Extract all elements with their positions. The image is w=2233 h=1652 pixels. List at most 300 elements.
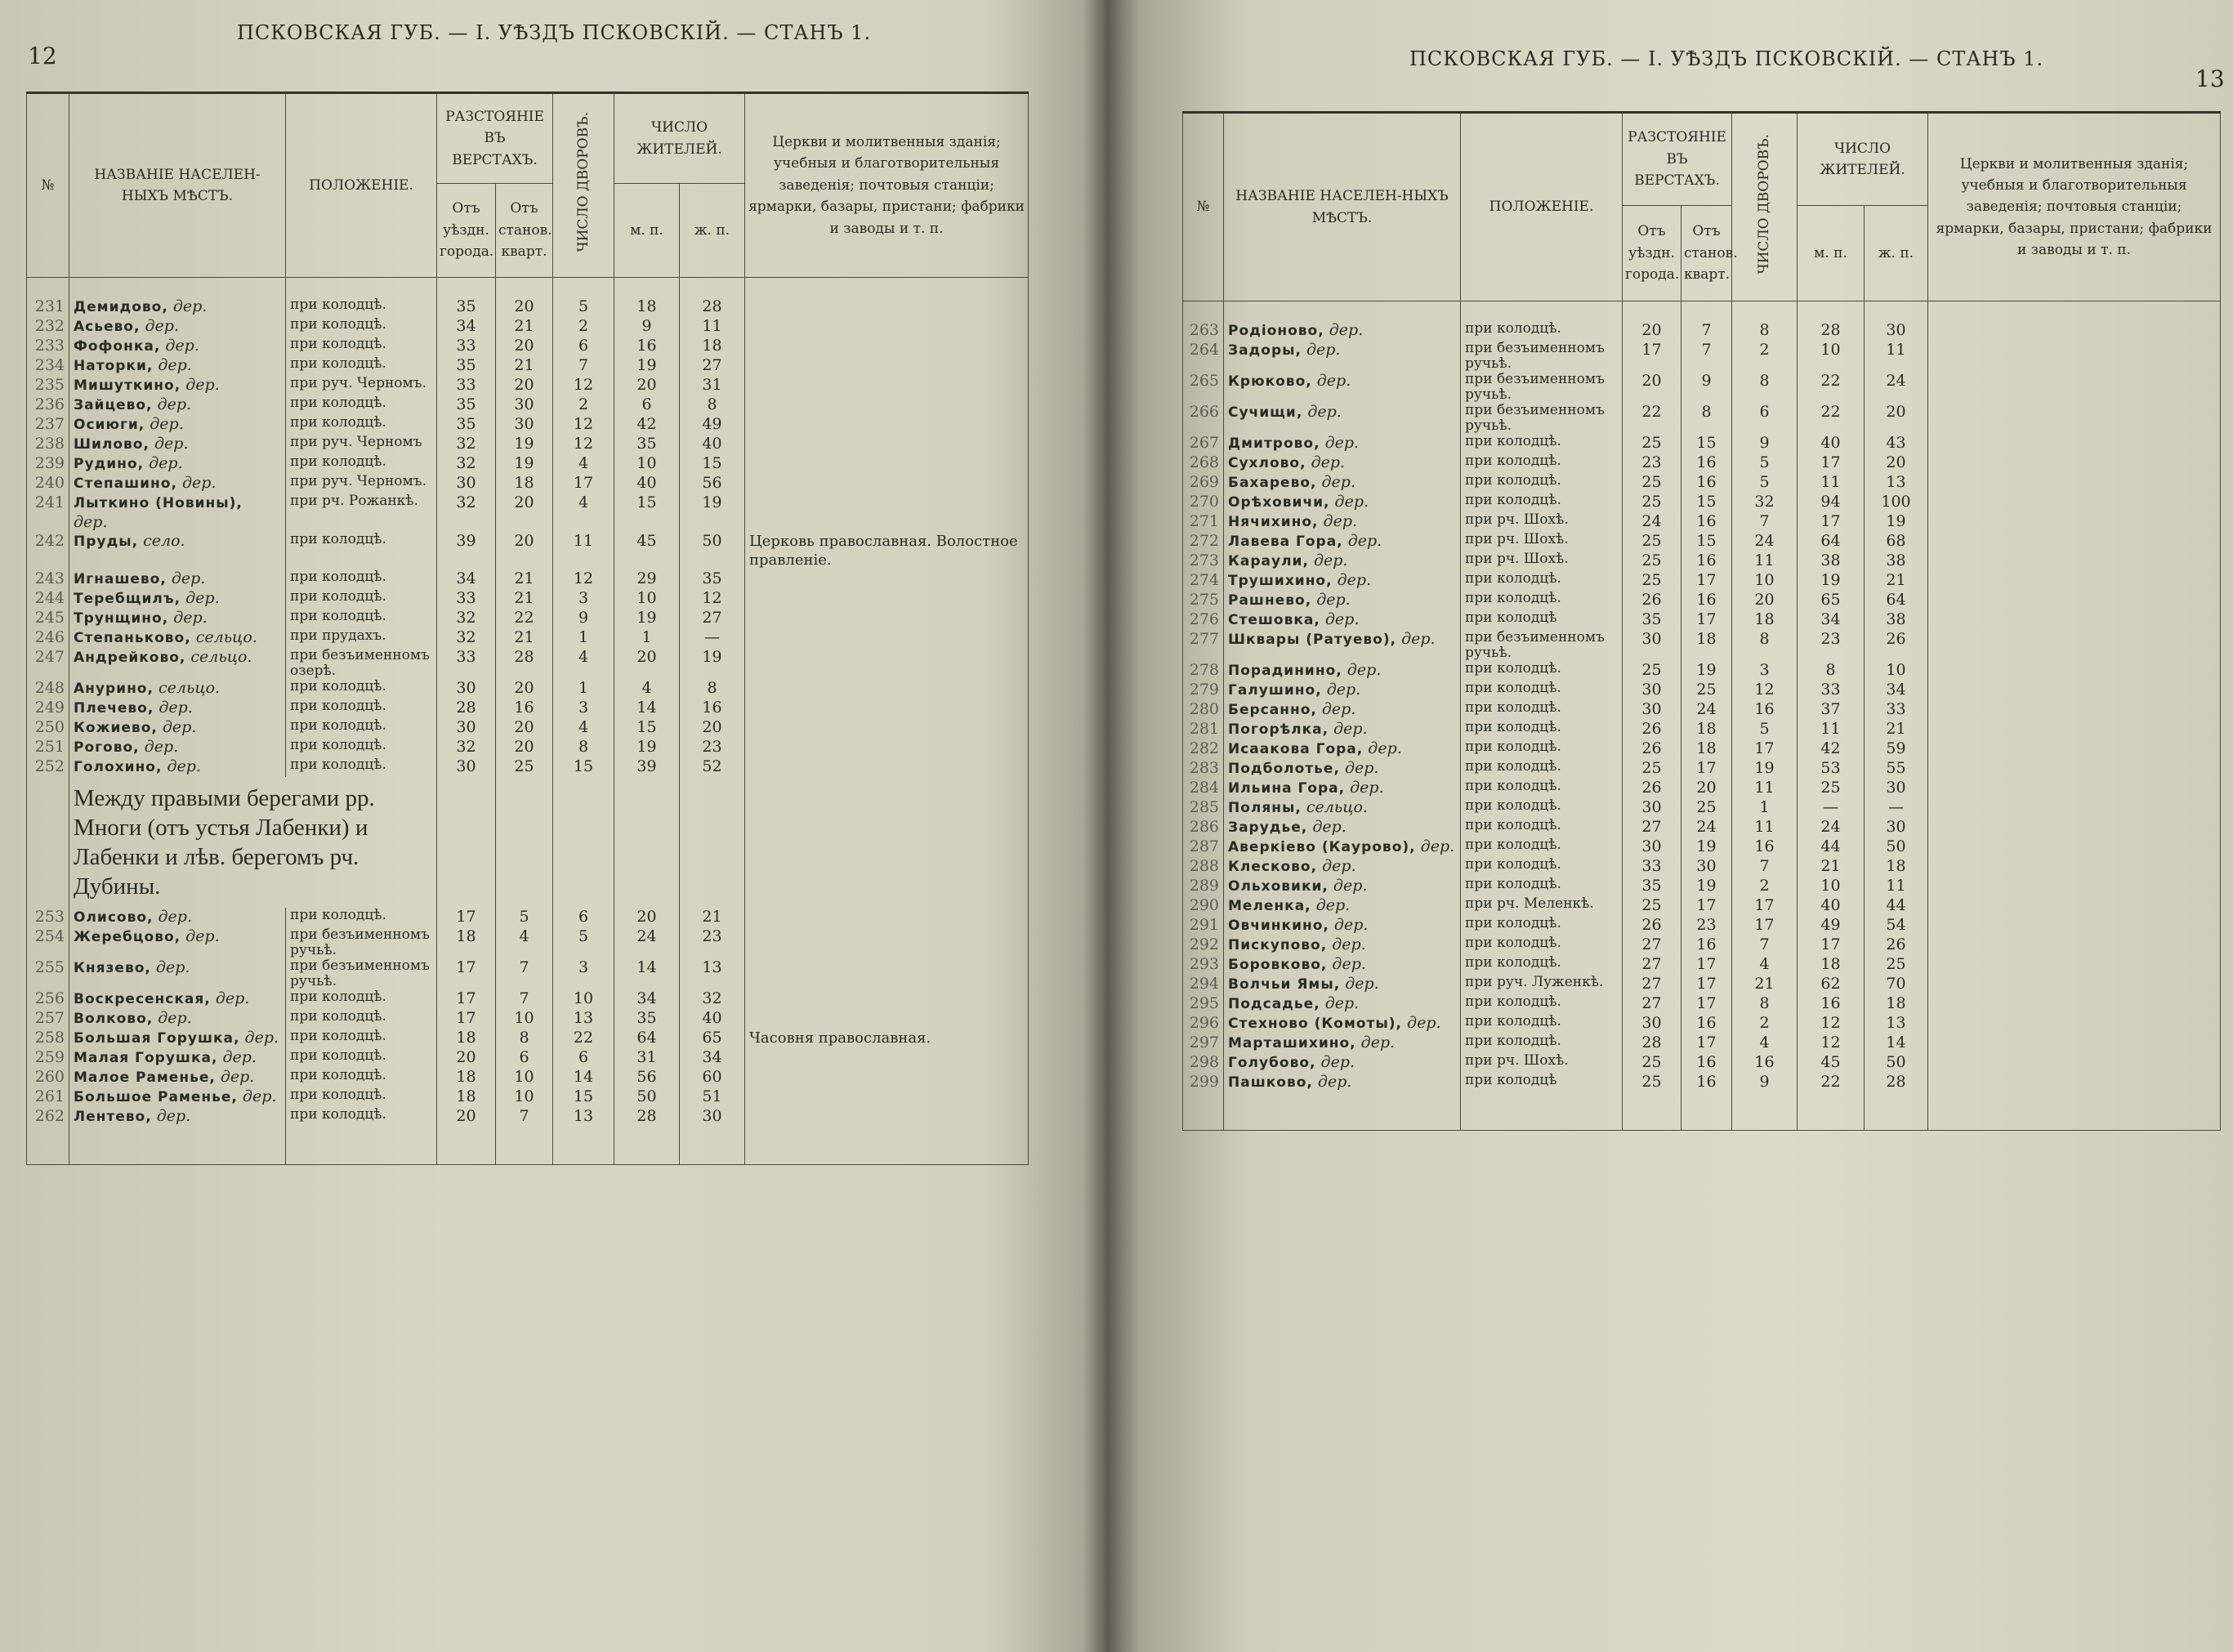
- distance-stan-cell: 8: [1681, 403, 1732, 434]
- male-cell: 22: [1798, 1073, 1865, 1131]
- row-number: 250: [27, 718, 69, 738]
- male-cell: 10: [1798, 341, 1865, 372]
- distance-stan-cell: 19: [496, 454, 553, 474]
- female-cell: 60: [680, 1068, 745, 1087]
- female-cell: 11: [680, 317, 745, 337]
- table-body: [1183, 301, 2221, 1131]
- female-cell: 20: [1865, 453, 1928, 473]
- position-cell: при рч. Шохѣ.: [1461, 532, 1623, 551]
- notes-cell: [1928, 779, 2221, 798]
- table-row: [27, 395, 1029, 415]
- position-cell: при колодцѣ.: [286, 1009, 437, 1029]
- yards-cell: 16: [1732, 1053, 1798, 1073]
- position-cell: при колодцѣ: [1461, 610, 1623, 630]
- yards-cell: 17: [1732, 739, 1798, 759]
- notes-cell: [1928, 681, 2221, 700]
- row-number: 274: [1183, 571, 1224, 591]
- settlement-name-text: Зайцево,: [74, 397, 153, 413]
- female-cell: 23: [680, 927, 745, 958]
- settlement-name-text: Андрейково,: [74, 650, 186, 666]
- settlement-name: [1224, 877, 1461, 896]
- distance-stan-cell: 21: [496, 628, 553, 648]
- settlement-type: дер.: [1326, 681, 1361, 699]
- yards-cell: 6: [553, 337, 614, 356]
- female-cell: 34: [680, 1048, 745, 1068]
- table-row: [27, 738, 1029, 757]
- row-number: 241: [27, 493, 69, 532]
- distance-stan-cell: 18: [1681, 739, 1732, 759]
- male-cell: 10: [614, 589, 680, 609]
- distance-town-cell: 17: [437, 908, 496, 927]
- notes-cell: [745, 628, 1029, 648]
- female-cell: 24: [1865, 372, 1928, 403]
- settlement-name: [69, 989, 286, 1009]
- table-row: [27, 958, 1029, 989]
- distance-town-cell: 35: [437, 356, 496, 376]
- distance-town-cell: 32: [437, 628, 496, 648]
- male-cell: 22: [1798, 403, 1865, 434]
- yards-cell: 22: [553, 1029, 614, 1048]
- page-header: ПСКОВСКАЯ ГУБ. — I. УѢЗДЪ ПСКОВСКІЙ. — СТАНЪ 1.: [237, 21, 872, 44]
- settlement-type: дер.: [1332, 955, 1366, 973]
- distance-stan-cell: 4: [496, 927, 553, 958]
- settlement-type: дер.: [1347, 532, 1382, 550]
- table-row: [1183, 1053, 2221, 1073]
- male-cell: 40: [614, 474, 680, 493]
- settlement-type: дер.: [1323, 512, 1358, 530]
- position-cell: при колодцѣ.: [286, 1068, 437, 1087]
- notes-cell: [1928, 493, 2221, 512]
- spacer-cell: [1798, 301, 1865, 322]
- settlement-name-text: Рашнево,: [1228, 592, 1312, 609]
- notes-cell: [1928, 700, 2221, 720]
- position-cell: при колодцѣ.: [1461, 681, 1623, 700]
- distance-town-cell: 28: [437, 699, 496, 718]
- position-cell: при безъименномъ ручьѣ.: [1461, 403, 1623, 434]
- row-number: 284: [1183, 779, 1224, 798]
- settlement-name: [69, 679, 286, 699]
- position-cell: при колодцѣ.: [286, 989, 437, 1009]
- distance-town-cell: 32: [437, 454, 496, 474]
- distance-stan-cell: 18: [496, 474, 553, 493]
- female-cell: 28: [1865, 1073, 1928, 1131]
- spacer-cell: [496, 777, 553, 908]
- distance-town-cell: 17: [437, 1009, 496, 1029]
- distance-stan-cell: 19: [1681, 837, 1732, 857]
- table-row: [27, 569, 1029, 589]
- yards-cell: 18: [1732, 610, 1798, 630]
- distance-stan-cell: 24: [1681, 818, 1732, 837]
- position-cell: при колодцѣ.: [1461, 955, 1623, 975]
- male-cell: 64: [1798, 532, 1865, 551]
- row-number: 270: [1183, 493, 1224, 512]
- female-cell: 10: [1865, 661, 1928, 681]
- settlement-name-text: Мишуткино,: [74, 377, 181, 394]
- female-cell: 70: [1865, 975, 1928, 994]
- header-yards: ЧИСЛО ДВОРОВЪ.: [1732, 113, 1798, 301]
- table-row: [1183, 720, 2221, 739]
- female-cell: 65: [680, 1029, 745, 1048]
- male-cell: 45: [614, 532, 680, 569]
- table-row: [1183, 453, 2221, 473]
- settlement-name-text: Фофонка,: [74, 338, 161, 355]
- settlement-name: [1224, 896, 1461, 916]
- table-row: [27, 474, 1029, 493]
- settlement-type: дер.: [1317, 1073, 1352, 1091]
- male-cell: 15: [614, 493, 680, 532]
- distance-stan-cell: 16: [496, 699, 553, 718]
- settlement-name: [1224, 935, 1461, 955]
- distance-stan-cell: 8: [496, 1029, 553, 1048]
- distance-stan-cell: 10: [496, 1009, 553, 1029]
- table-row: [1183, 857, 2221, 877]
- table-row: [1183, 975, 2221, 994]
- settlement-name: [1224, 551, 1461, 571]
- distance-stan-cell: 7: [496, 989, 553, 1009]
- settlement-name: [1224, 630, 1461, 661]
- row-number: 266: [1183, 403, 1224, 434]
- row-number: 276: [1183, 610, 1224, 630]
- distance-town-cell: 30: [437, 679, 496, 699]
- distance-stan-cell: 19: [1681, 661, 1732, 681]
- row-number: 268: [1183, 453, 1224, 473]
- notes-cell: [1928, 453, 2221, 473]
- male-cell: 35: [614, 1009, 680, 1029]
- notes-cell: [745, 493, 1029, 532]
- distance-stan-cell: 15: [1681, 434, 1732, 453]
- table-row: [27, 1009, 1029, 1029]
- male-cell: 49: [1798, 916, 1865, 935]
- settlement-name: [69, 1087, 286, 1107]
- notes-cell: [1928, 1034, 2221, 1053]
- notes-cell: [1928, 512, 2221, 532]
- female-cell: 8: [680, 395, 745, 415]
- distance-stan-cell: 7: [496, 1107, 553, 1165]
- notes-cell: [1928, 759, 2221, 779]
- position-cell: при безъименномъ ручьѣ.: [1461, 372, 1623, 403]
- position-cell: при колодцѣ.: [1461, 877, 1623, 896]
- distance-town-cell: 32: [437, 609, 496, 628]
- settlement-name: [69, 1009, 286, 1029]
- settlement-type: дер.: [156, 1107, 191, 1125]
- female-cell: 25: [1865, 955, 1928, 975]
- settlement-name-text: Бахарево,: [1228, 475, 1317, 491]
- notes-cell: [745, 474, 1029, 493]
- male-cell: 12: [1798, 1014, 1865, 1034]
- settlement-name: [69, 376, 286, 395]
- row-number: 253: [27, 908, 69, 927]
- settlement-name: [69, 757, 286, 777]
- yards-cell: 12: [1732, 681, 1798, 700]
- distance-town-cell: 27: [1623, 994, 1681, 1014]
- male-cell: 10: [1798, 877, 1865, 896]
- header-inhabitants: ЧИСЛО ЖИТЕЛЕЙ.: [614, 93, 745, 184]
- yards-cell: 17: [1732, 896, 1798, 916]
- settlement-type: дер.: [1337, 571, 1372, 589]
- settlement-name: [69, 648, 286, 679]
- settlement-type: дер.: [1344, 759, 1379, 777]
- female-cell: 13: [1865, 473, 1928, 493]
- distance-stan-cell: 16: [1681, 453, 1732, 473]
- female-cell: 54: [1865, 916, 1928, 935]
- spacer-cell: [437, 777, 496, 908]
- notes-cell: [745, 718, 1029, 738]
- notes-cell: [1928, 1053, 2221, 1073]
- row-number: 238: [27, 435, 69, 454]
- distance-town-cell: 30: [1623, 700, 1681, 720]
- row-number: 288: [1183, 857, 1224, 877]
- female-cell: 13: [680, 958, 745, 989]
- position-cell: при колодцѣ.: [1461, 661, 1623, 681]
- male-cell: 44: [1798, 837, 1865, 857]
- position-cell: при колодцѣ.: [1461, 798, 1623, 818]
- settlement-name-text: Рудино,: [74, 456, 145, 472]
- settlement-type: дер.: [149, 454, 183, 472]
- settlement-name-text: Олисово,: [74, 909, 154, 926]
- table-row: [27, 356, 1029, 376]
- male-cell: 10: [614, 454, 680, 474]
- position-cell: при колодцѣ.: [286, 699, 437, 718]
- settlement-name: [1224, 512, 1461, 532]
- settlement-type: дер.: [157, 395, 192, 413]
- position-cell: при колодцѣ.: [1461, 935, 1623, 955]
- row-number: 294: [1183, 975, 1224, 994]
- female-cell: 19: [680, 493, 745, 532]
- settlement-name: [1224, 434, 1461, 453]
- male-cell: 40: [1798, 896, 1865, 916]
- settlement-type: дер.: [222, 1048, 257, 1066]
- settlement-name: [1224, 453, 1461, 473]
- row-number: 299: [1183, 1073, 1224, 1131]
- yards-cell: 5: [1732, 453, 1798, 473]
- settlement-type: дер.: [1420, 837, 1455, 855]
- distance-stan-cell: 10: [496, 1068, 553, 1087]
- yards-cell: 5: [553, 927, 614, 958]
- row-number: 269: [1183, 473, 1224, 493]
- row-number: 247: [27, 648, 69, 679]
- settlement-name-text: Степаньково,: [74, 630, 191, 646]
- settlement-name: [69, 927, 286, 958]
- header-from-town: Отъ уѣздн. города.: [437, 184, 496, 278]
- table-body: [27, 278, 1029, 1165]
- spacer-row: [27, 278, 1029, 298]
- distance-town-cell: 27: [1623, 955, 1681, 975]
- table-row: [1183, 610, 2221, 630]
- notes-cell: [745, 337, 1029, 356]
- settlement-type: дер.: [1334, 493, 1369, 511]
- settlement-type: дер.: [158, 1009, 192, 1027]
- spacer-cell: [286, 278, 437, 298]
- notes-cell: [745, 415, 1029, 435]
- distance-town-cell: 27: [1623, 935, 1681, 955]
- distance-town-cell: 18: [437, 1068, 496, 1087]
- settlement-name-text: Игнашево,: [74, 571, 167, 587]
- distance-stan-cell: 22: [496, 609, 553, 628]
- settlement-type: дер.: [1333, 720, 1368, 738]
- position-cell: при колодцѣ.: [1461, 591, 1623, 610]
- settlement-name: [1224, 403, 1461, 434]
- settlement-type: дер.: [220, 1068, 255, 1086]
- spacer-cell: [614, 278, 680, 298]
- female-cell: 34: [1865, 681, 1928, 700]
- settlement-name-text: Поляны,: [1228, 800, 1302, 816]
- yards-cell: 14: [553, 1068, 614, 1087]
- table-row: [1183, 1014, 2221, 1034]
- settlement-name: [69, 609, 286, 628]
- yards-cell: 24: [1732, 532, 1798, 551]
- yards-cell: 6: [553, 1048, 614, 1068]
- distance-stan-cell: 17: [1681, 975, 1732, 994]
- table-row: [1183, 1073, 2221, 1131]
- female-cell: 8: [680, 679, 745, 699]
- settlement-name-text: Берсанно,: [1228, 702, 1317, 718]
- male-cell: 34: [1798, 610, 1865, 630]
- notes-cell: [1928, 610, 2221, 630]
- position-cell: при колодцѣ.: [286, 356, 437, 376]
- distance-town-cell: 32: [437, 435, 496, 454]
- row-number: 246: [27, 628, 69, 648]
- settlement-name: [1224, 372, 1461, 403]
- position-cell: при колодцѣ.: [286, 1048, 437, 1068]
- table-row: [27, 454, 1029, 474]
- table-row: [27, 628, 1029, 648]
- distance-stan-cell: 16: [1681, 591, 1732, 610]
- distance-town-cell: 17: [437, 989, 496, 1009]
- female-cell: 32: [680, 989, 745, 1009]
- table-row: [1183, 512, 2221, 532]
- notes-cell: [1928, 739, 2221, 759]
- table-row: [27, 532, 1029, 569]
- row-number: 261: [27, 1087, 69, 1107]
- male-cell: 16: [614, 337, 680, 356]
- settlement-name-text: Воскресенская,: [74, 991, 211, 1007]
- row-number: 290: [1183, 896, 1224, 916]
- yards-cell: 5: [553, 297, 614, 317]
- position-cell: при руч. Черномъ.: [286, 376, 437, 395]
- settlement-name: [1224, 591, 1461, 610]
- distance-stan-cell: 16: [1681, 551, 1732, 571]
- female-cell: 30: [680, 1107, 745, 1165]
- distance-stan-cell: 21: [496, 356, 553, 376]
- distance-town-cell: 30: [1623, 681, 1681, 700]
- distance-town-cell: 20: [437, 1107, 496, 1165]
- distance-town-cell: 22: [1623, 403, 1681, 434]
- female-cell: 18: [680, 337, 745, 356]
- row-number: 280: [1183, 700, 1224, 720]
- male-cell: 53: [1798, 759, 1865, 779]
- settlement-name-text: Лыткино (Новины),: [74, 495, 243, 511]
- table-row: [1183, 591, 2221, 610]
- row-number: 277: [1183, 630, 1224, 661]
- notes-cell: [745, 679, 1029, 699]
- distance-stan-cell: 17: [1681, 759, 1732, 779]
- header-inhabitants: ЧИСЛО ЖИТЕЛЕЙ.: [1798, 113, 1928, 206]
- settlement-name-text: Асьево,: [74, 319, 141, 335]
- table-row: [27, 757, 1029, 777]
- settlement-name-text: Лавева Гора,: [1228, 534, 1343, 550]
- table-row: [1183, 896, 2221, 916]
- distance-stan-cell: 30: [1681, 857, 1732, 877]
- notes-cell: [1928, 661, 2221, 681]
- notes-cell: [745, 927, 1029, 958]
- row-number: 275: [1183, 591, 1224, 610]
- settlement-name: [1224, 341, 1461, 372]
- table-row: [27, 589, 1029, 609]
- row-number: 296: [1183, 1014, 1224, 1034]
- settlement-name: [69, 958, 286, 989]
- notes-cell: Часовня православная.: [745, 1029, 1029, 1048]
- notes-cell: [745, 297, 1029, 317]
- distance-town-cell: 18: [437, 927, 496, 958]
- settlement-name-text: Демидово,: [74, 299, 168, 315]
- female-cell: 18: [1865, 857, 1928, 877]
- yards-cell: 32: [1732, 493, 1798, 512]
- section-row: [27, 777, 1029, 908]
- settlement-type: дер.: [244, 1029, 279, 1047]
- settlement-name-text: Плечево,: [74, 700, 154, 717]
- female-cell: 38: [1865, 610, 1928, 630]
- male-cell: 15: [614, 718, 680, 738]
- distance-town-cell: 25: [1623, 896, 1681, 916]
- table-row: [1183, 661, 2221, 681]
- settlement-name: [69, 699, 286, 718]
- settlement-name-text: Кожиево,: [74, 720, 158, 736]
- yards-cell: 12: [553, 569, 614, 589]
- settlement-name: [69, 297, 286, 317]
- male-cell: 25: [1798, 779, 1865, 798]
- distance-stan-cell: 20: [1681, 779, 1732, 798]
- settlement-type: дер.: [1345, 975, 1379, 993]
- distance-stan-cell: 30: [496, 395, 553, 415]
- spacer-cell: [27, 777, 69, 908]
- position-cell: при колодцѣ.: [1461, 916, 1623, 935]
- settlement-name-text: Сухлово,: [1228, 455, 1306, 471]
- female-cell: 40: [680, 435, 745, 454]
- distance-town-cell: 33: [1623, 857, 1681, 877]
- settlement-name: [69, 589, 286, 609]
- position-cell: при колодцѣ.: [286, 1087, 437, 1107]
- settlement-name: [1224, 798, 1461, 818]
- header-number: №: [1183, 113, 1224, 301]
- position-cell: при колодцѣ.: [286, 1029, 437, 1048]
- yards-cell: 12: [553, 435, 614, 454]
- table-row: [27, 317, 1029, 337]
- distance-stan-cell: 16: [1681, 1053, 1732, 1073]
- distance-town-cell: 25: [1623, 1073, 1681, 1131]
- yards-cell: 7: [1732, 512, 1798, 532]
- position-cell: при колодцѣ.: [286, 738, 437, 757]
- yards-cell: 20: [1732, 591, 1798, 610]
- yards-cell: 2: [1732, 1014, 1798, 1034]
- yards-cell: 3: [553, 958, 614, 989]
- settlement-name-text: Теребщилъ,: [74, 591, 181, 607]
- distance-stan-cell: 16: [1681, 473, 1732, 493]
- settlement-name-text: Князево,: [74, 960, 151, 976]
- settlement-type: дер.: [165, 337, 199, 355]
- distance-town-cell: 30: [1623, 630, 1681, 661]
- settlement-name: [1224, 1053, 1461, 1073]
- position-cell: при колодцѣ.: [286, 757, 437, 777]
- male-cell: 28: [1798, 321, 1865, 341]
- male-cell: 94: [1798, 493, 1865, 512]
- male-cell: 21: [1798, 857, 1865, 877]
- position-cell: при колодцѣ.: [1461, 453, 1623, 473]
- settlement-name-text: Задоры,: [1228, 342, 1302, 359]
- notes-cell: [1928, 896, 2221, 916]
- male-cell: 17: [1798, 935, 1865, 955]
- yards-cell: 15: [553, 757, 614, 777]
- settlement-name-text: Лентево,: [74, 1109, 152, 1125]
